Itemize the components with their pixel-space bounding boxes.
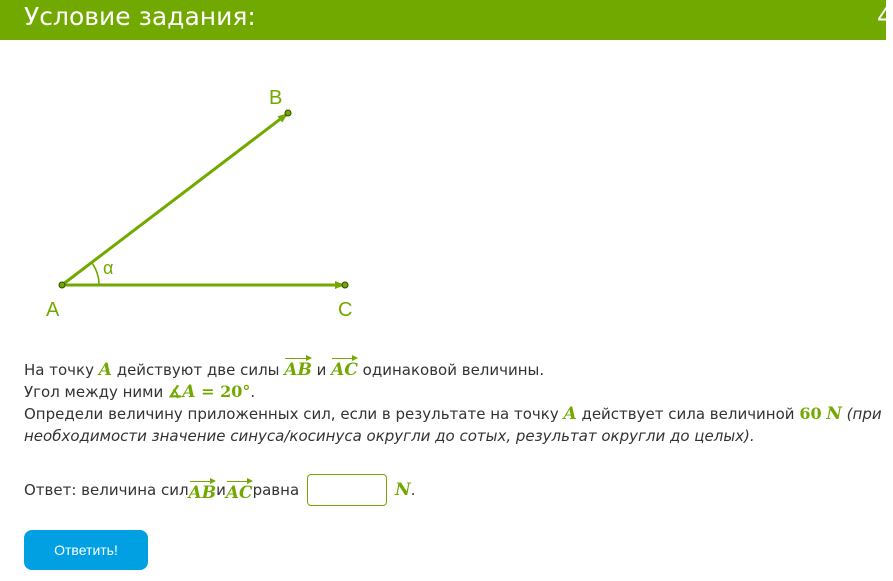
task-header <box>0 0 893 40</box>
force-value: 60 <box>799 404 822 423</box>
force-unit: N <box>826 404 842 424</box>
hint-text: (при <box>841 405 882 423</box>
header-title: Условие задания: <box>24 2 256 31</box>
answer-row <box>24 470 415 510</box>
problem-line-1 <box>24 356 884 381</box>
text-fragment: и <box>216 481 226 499</box>
answer-unit: N <box>395 480 411 500</box>
text-fragment: Угол между ними <box>24 383 169 401</box>
submit-answer-button[interactable]: Ответить! <box>24 530 148 570</box>
vector-diagram <box>0 40 400 330</box>
point-c-dot <box>342 282 348 288</box>
text-fragment: . <box>250 383 256 401</box>
text-fragment: одинаковой величины. <box>357 361 545 379</box>
angle-value: 20 <box>220 382 243 401</box>
answer-suffix: равна <box>252 481 300 499</box>
point-c-label: C <box>338 299 353 321</box>
angle-degree: ° <box>242 382 251 401</box>
text-fragment: и <box>311 361 332 379</box>
angle-equals: = <box>195 382 221 401</box>
text-fragment: На точку <box>24 361 99 379</box>
point-b-label: B <box>269 87 283 109</box>
problem-line-2 <box>24 381 884 403</box>
vector-ac-symbol: AC <box>226 479 253 501</box>
text-fragment: действуют две силы <box>111 361 285 379</box>
angle-arc <box>92 263 99 285</box>
answer-prefix: Ответ: величина сил <box>24 481 189 499</box>
point-b-dot <box>285 110 291 116</box>
problem-statement <box>24 356 884 447</box>
vector-ab-symbol: AB <box>189 479 217 501</box>
problem-line-3 <box>24 403 884 425</box>
point-a-symbol: A <box>98 360 112 380</box>
point-a-label: A <box>46 299 60 321</box>
vector-ab-line <box>62 114 287 285</box>
task-number: 4 <box>877 2 893 31</box>
answer-end: . <box>410 481 416 499</box>
problem-line-4: необходимости значение синуса/косинуса округли до сотых, результат округли до целых). <box>24 427 755 445</box>
angle-point-symbol: A <box>182 382 196 402</box>
text-fragment: Определи величину приложенных сил, если в результате на точку <box>24 405 564 423</box>
angle-alpha-label: α <box>103 258 114 278</box>
point-a-dot <box>59 282 65 288</box>
angle-sign: ∡ <box>168 382 183 401</box>
vector-ac-symbol: AC <box>331 356 358 378</box>
answer-input[interactable] <box>307 474 387 506</box>
point-a-symbol: A <box>563 404 577 424</box>
vector-ab-symbol: AB <box>284 356 312 378</box>
text-fragment: действует сила величиной <box>576 405 800 423</box>
